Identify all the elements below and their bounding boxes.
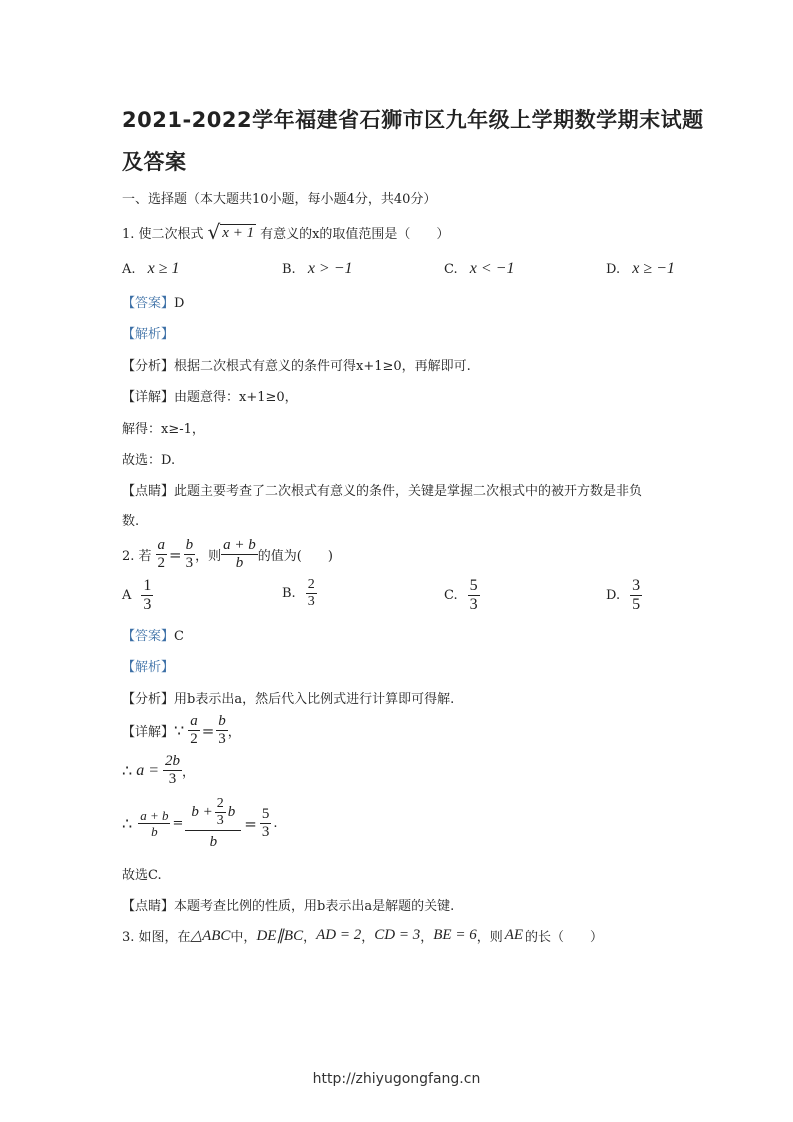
footer-url[interactable]: http://zhiyugongfang.cn: [312, 1071, 481, 1087]
denominator: 5: [632, 596, 641, 613]
q1-choose-line: 故选：D.: [122, 453, 176, 468]
therefore-symbol: ∴: [122, 761, 133, 780]
denominator: 3: [185, 555, 194, 571]
dianjing-tag: 【点睛】: [122, 484, 175, 499]
equals-sign: =: [244, 814, 257, 833]
option-label: D.: [606, 262, 621, 277]
q2-option-d: [606, 578, 642, 613]
q3-mid2: ，则: [476, 930, 503, 945]
numerator: 2: [216, 796, 224, 811]
q2-prefix: 2. 若: [122, 549, 152, 564]
numerator: b: [185, 537, 194, 553]
fraction-a-over-2: [156, 538, 168, 571]
q2-choose-line: 故选C.: [122, 868, 162, 883]
dianjing-text: 本题考查比例的性质，用b表示出a是解题的关键.: [174, 899, 455, 914]
comma: ，: [181, 765, 195, 780]
inner-fraction: [215, 797, 226, 828]
q1-dianjing-cont: 数.: [122, 514, 140, 529]
q1-suffix: 有意义的x的取值范围是（ ）: [260, 226, 450, 242]
q1-prefix: 1. 使二次根式: [122, 226, 204, 242]
denominator: 3: [469, 596, 478, 613]
q3-mid1: 中，: [230, 930, 257, 945]
option-fraction: [141, 578, 153, 613]
fraction-a-plus-b-over-b: [221, 538, 258, 571]
denominator: b: [235, 555, 244, 571]
q1-option-c: [444, 260, 514, 278]
fraction-a-over-2: [188, 714, 200, 747]
q2-fenxi: [122, 688, 454, 707]
q2-dianjing: [122, 895, 454, 914]
xiangjie-tag: 【详解】: [122, 725, 175, 740]
option-math: x ≥ −1: [632, 260, 675, 277]
question-3-stem: 3. 如图，在 △ABC 中， DE∥BC ， AD = 2 ， CD = 3 ， BE = 6 ，则 AE 的长（ ）: [122, 927, 604, 945]
q1-option-b: [282, 260, 353, 278]
numerator: 5: [469, 577, 478, 594]
term-b-plus: b +: [191, 804, 213, 820]
because-symbol: ∵: [174, 721, 185, 740]
question-2-stem: [122, 538, 333, 571]
denominator: 2: [157, 555, 166, 571]
fenxi-text: 根据二次根式有意义的条件可得x+1≥0，再解即可.: [174, 359, 471, 374]
q2-jiexi-tag: 【解析】: [122, 660, 175, 675]
q1-fenxi: [122, 355, 471, 374]
dianjing-text: 此题主要考查了二次根式有意义的条件，关键是掌握二次根式中的被开方数是非负: [174, 484, 643, 499]
sqrt-expression: [208, 222, 257, 242]
dianjing-tag: 【点睛】: [122, 899, 175, 914]
denominator: b: [209, 834, 218, 850]
denominator: 3: [143, 596, 152, 613]
fraction-b-over-3: [184, 538, 196, 571]
numerator: a + b: [140, 808, 169, 823]
denominator: b: [151, 824, 158, 839]
answer-value: D: [174, 296, 185, 311]
cond-de-parallel-bc: DE∥BC: [256, 928, 304, 944]
triangle-abc: △ABC: [190, 928, 231, 944]
option-fraction: [630, 578, 642, 613]
denominator: 3: [168, 771, 177, 787]
q2-suffix: 的值为( ): [257, 549, 333, 564]
option-label: A.: [122, 262, 136, 277]
numerator: a + b: [223, 537, 256, 553]
equals-sign: =: [172, 816, 184, 831]
segment-ae: AE: [504, 927, 524, 943]
answer-tag: 【答案】: [122, 296, 175, 311]
compound-fraction: [185, 797, 241, 850]
denominator: 3: [307, 594, 315, 609]
equals-sign: =: [169, 545, 182, 564]
q2-xiangjie-line: [122, 714, 241, 747]
fraction-2b-over-3: [163, 754, 182, 787]
cond-be: BE = 6: [433, 927, 477, 943]
fraction-result: [260, 807, 272, 840]
answer-value: C: [174, 629, 184, 644]
option-label: D.: [606, 588, 621, 603]
option-math: x ≥ 1: [147, 260, 180, 277]
q2-mid: ，则: [195, 549, 222, 564]
radical-sign: √: [207, 220, 221, 244]
cond-ad: AD = 2: [316, 927, 362, 943]
q3-suffix: 的长（ ）: [525, 930, 604, 945]
equals-sign: =: [201, 721, 215, 740]
numerator: 3: [632, 577, 641, 594]
option-fraction: [468, 578, 480, 613]
q1-option-d: [606, 260, 675, 278]
option-fraction: [306, 578, 317, 609]
q1-jiexi-tag: 【解析】: [122, 327, 175, 342]
q2-option-b: [282, 578, 317, 609]
fraction-lhs: [138, 809, 170, 838]
doc-title-line2: 及答案: [122, 150, 187, 174]
q1-answer: [122, 292, 184, 311]
therefore-symbol: ∴: [122, 814, 133, 833]
fenxi-text: 用b表示出a，然后代入比例式进行计算即可得解.: [174, 692, 455, 707]
option-label: B.: [282, 586, 296, 601]
option-label: C.: [444, 588, 458, 603]
fraction-b-over-3: [216, 714, 228, 747]
denominator: 3: [261, 824, 270, 840]
answer-tag: 【答案】: [122, 629, 175, 644]
numerator: 2b: [164, 753, 180, 769]
numerator: 5: [261, 806, 270, 822]
numerator: a: [157, 537, 166, 553]
term-b: b: [227, 804, 236, 820]
denominator: 3: [216, 813, 224, 828]
comma: ，: [227, 725, 241, 740]
xiangjie-tag: 【详解】: [122, 390, 175, 405]
q1-solve-line: 解得：x≥-1，: [122, 422, 205, 437]
numerator: a: [190, 713, 198, 729]
compound-numerator: [185, 797, 241, 831]
doc-title-line1: 2021-2022学年福建省石狮市区九年级上学期数学期末试题: [122, 108, 704, 132]
numerator: b: [218, 713, 226, 729]
section-heading: 一、选择题（本大题共10小题，每小题4分，共40分）: [122, 192, 437, 207]
denominator: 2: [190, 731, 198, 747]
numerator: 2: [307, 577, 315, 592]
fenxi-tag: 【分析】: [122, 359, 175, 374]
q2-answer: [122, 625, 184, 644]
xiangjie-text: 由题意得：x+1≥0，: [174, 390, 298, 405]
denominator: 3: [218, 731, 226, 747]
a-equals: a =: [136, 761, 159, 779]
option-label: A: [122, 588, 132, 603]
option-math: x < −1: [469, 260, 515, 277]
numerator: 1: [143, 577, 152, 594]
q3-prefix: 3. 如图，在: [122, 930, 191, 945]
option-math: x > −1: [307, 260, 353, 277]
q2-result-line: [122, 797, 277, 850]
q1-option-a: [122, 260, 180, 278]
q2-a-equals-line: [122, 754, 195, 787]
cond-cd: CD = 3: [374, 927, 421, 943]
option-label: B.: [282, 262, 296, 277]
q2-option-c: [444, 578, 480, 613]
q1-dianjing: [122, 480, 642, 499]
question-1-stem: [122, 222, 449, 242]
q1-radicand: x + 1: [222, 225, 255, 241]
q1-xiangjie: [122, 386, 298, 405]
fenxi-tag: 【分析】: [122, 692, 175, 707]
period: .: [273, 816, 278, 831]
q2-option-a: [122, 578, 153, 613]
option-label: C.: [444, 262, 458, 277]
